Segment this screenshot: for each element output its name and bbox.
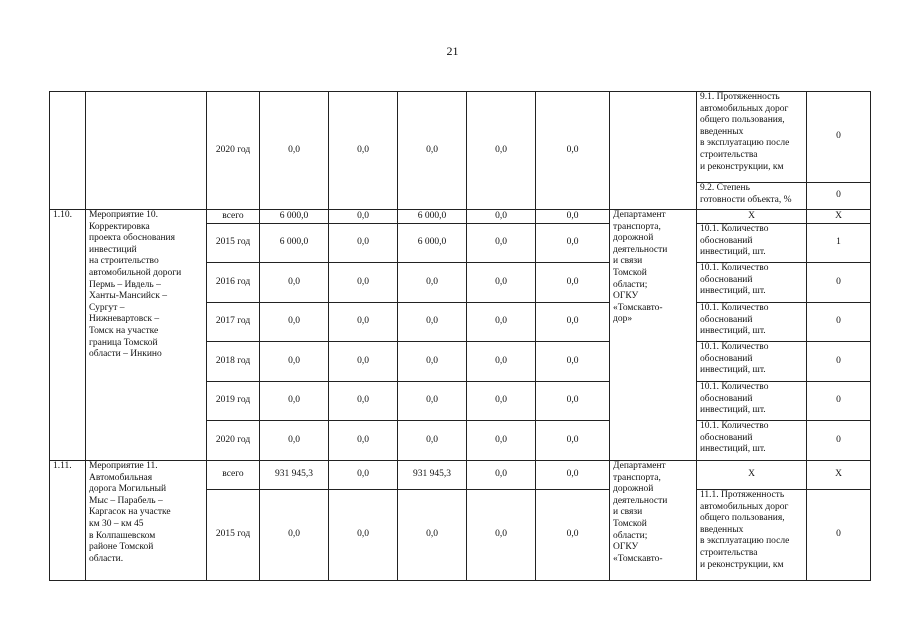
value-cell: 0,0 bbox=[260, 421, 329, 461]
value-cell: 6 000,0 bbox=[398, 224, 467, 263]
value-cell: 0,0 bbox=[260, 490, 329, 581]
page-number: 21 bbox=[446, 44, 459, 58]
year-cell: 2018 год bbox=[207, 342, 260, 382]
responsible-cell: Департамент транспорта, дорожной деятельности и связи Томской области; ОГКУ «Томскавто- дор» bbox=[610, 210, 697, 461]
value-cell: 0,0 bbox=[536, 382, 610, 421]
indicator-cell: 10.1. Количество обоснований инвестиций, шт. bbox=[697, 224, 807, 263]
value-cell: 0,0 bbox=[467, 461, 536, 490]
indicator-value-cell: X bbox=[807, 210, 871, 224]
value-cell: 0,0 bbox=[467, 210, 536, 224]
year-cell: 2019 год bbox=[207, 382, 260, 421]
value-cell: 0,0 bbox=[329, 303, 398, 342]
table-row bbox=[50, 461, 871, 490]
indicator-value-cell: 0 bbox=[807, 342, 871, 382]
value-cell: 0,0 bbox=[536, 92, 610, 210]
value-cell: 0,0 bbox=[398, 490, 467, 581]
item-name-cell bbox=[86, 92, 207, 210]
indicator-value-cell: 0 bbox=[807, 303, 871, 342]
program-table bbox=[49, 91, 871, 581]
indicator-cell: 10.1. Количество обоснований инвестиций, шт. bbox=[697, 263, 807, 303]
value-cell: 0,0 bbox=[329, 382, 398, 421]
value-cell: 0,0 bbox=[398, 303, 467, 342]
item-number-cell: 1.11. bbox=[50, 461, 86, 581]
year-cell: всего bbox=[207, 210, 260, 224]
value-cell: 0,0 bbox=[329, 490, 398, 581]
value-cell: 0,0 bbox=[536, 210, 610, 224]
value-cell: 0,0 bbox=[467, 421, 536, 461]
value-cell: 0,0 bbox=[260, 342, 329, 382]
year-cell: 2015 год bbox=[207, 490, 260, 581]
value-cell: 0,0 bbox=[260, 92, 329, 210]
value-cell: 0,0 bbox=[329, 224, 398, 263]
indicator-cell: 10.1. Количество обоснований инвестиций, шт. bbox=[697, 382, 807, 421]
item-name-cell: Мероприятие 11. Автомобильная дорога Могильный Мыс – Парабель – Каргасок на участке км 30 – км 45 в Колпашевском районе Томской области. bbox=[86, 461, 207, 581]
indicator-value-cell: 0 bbox=[807, 92, 871, 183]
year-cell: 2020 год bbox=[207, 92, 260, 210]
value-cell: 0,0 bbox=[536, 342, 610, 382]
item-number-cell: 1.10. bbox=[50, 210, 86, 461]
item-name-cell: Мероприятие 10. Корректировка проекта обоснования инвестиций на строительство автомобильной дороги Пермь – Ивдель – Ханты-Мансийск – Сургут – Нижневартовск – Томск на участке граница Томской области – Инкино bbox=[86, 210, 207, 461]
value-cell: 0,0 bbox=[329, 342, 398, 382]
value-cell: 0,0 bbox=[398, 382, 467, 421]
indicator-value-cell: 0 bbox=[807, 490, 871, 581]
item-number-cell bbox=[50, 92, 86, 210]
indicator-cell: 9.2. Степень готовности объекта, % bbox=[697, 183, 807, 210]
value-cell: 0,0 bbox=[536, 303, 610, 342]
value-cell: 0,0 bbox=[467, 303, 536, 342]
value-cell: 0,0 bbox=[329, 421, 398, 461]
value-cell: 0,0 bbox=[467, 342, 536, 382]
value-cell: 0,0 bbox=[329, 263, 398, 303]
value-cell: 0,0 bbox=[260, 382, 329, 421]
year-cell: 2017 год bbox=[207, 303, 260, 342]
year-cell: 2015 год bbox=[207, 224, 260, 263]
indicator-cell: X bbox=[697, 461, 807, 490]
indicator-value-cell: 0 bbox=[807, 382, 871, 421]
value-cell: 931 945,3 bbox=[260, 461, 329, 490]
value-cell: 0,0 bbox=[536, 421, 610, 461]
value-cell: 6 000,0 bbox=[260, 224, 329, 263]
value-cell: 0,0 bbox=[398, 92, 467, 210]
value-cell: 6 000,0 bbox=[260, 210, 329, 224]
value-cell: 0,0 bbox=[467, 92, 536, 210]
indicator-value-cell: X bbox=[807, 461, 871, 490]
value-cell: 0,0 bbox=[536, 461, 610, 490]
indicator-cell: 11.1. Протяженность автомобильных дорог общего пользования, введенных в эксплуатацию после строительства и реконструкции, км bbox=[697, 490, 807, 581]
value-cell: 0,0 bbox=[398, 421, 467, 461]
year-cell: 2016 год bbox=[207, 263, 260, 303]
value-cell: 0,0 bbox=[536, 224, 610, 263]
value-cell: 6 000,0 bbox=[398, 210, 467, 224]
value-cell: 0,0 bbox=[398, 263, 467, 303]
indicator-value-cell: 0 bbox=[807, 421, 871, 461]
value-cell: 0,0 bbox=[467, 382, 536, 421]
value-cell: 0,0 bbox=[536, 263, 610, 303]
value-cell: 0,0 bbox=[260, 263, 329, 303]
indicator-cell: 10.1. Количество обоснований инвестиций, шт. bbox=[697, 303, 807, 342]
table-row bbox=[50, 92, 871, 183]
value-cell: 0,0 bbox=[536, 490, 610, 581]
value-cell: 0,0 bbox=[260, 303, 329, 342]
responsible-cell bbox=[610, 92, 697, 210]
value-cell: 0,0 bbox=[398, 342, 467, 382]
year-cell: 2020 год bbox=[207, 421, 260, 461]
indicator-value-cell: 1 bbox=[807, 224, 871, 263]
value-cell: 931 945,3 bbox=[398, 461, 467, 490]
responsible-cell: Департамент транспорта, дорожной деятельности и связи Томской области; ОГКУ «Томскавто- bbox=[610, 461, 697, 581]
table-row bbox=[50, 210, 871, 224]
indicator-cell: 10.1. Количество обоснований инвестиций, шт. bbox=[697, 421, 807, 461]
value-cell: 0,0 bbox=[467, 490, 536, 581]
indicator-cell: 9.1. Протяженность автомобильных дорог общего пользования, введенных в эксплуатацию после строительства и реконструкции, км bbox=[697, 92, 807, 183]
indicator-cell: X bbox=[697, 210, 807, 224]
indicator-value-cell: 0 bbox=[807, 263, 871, 303]
indicator-cell: 10.1. Количество обоснований инвестиций, шт. bbox=[697, 342, 807, 382]
indicator-value-cell: 0 bbox=[807, 183, 871, 210]
value-cell: 0,0 bbox=[329, 461, 398, 490]
value-cell: 0,0 bbox=[329, 92, 398, 210]
year-cell: всего bbox=[207, 461, 260, 490]
value-cell: 0,0 bbox=[329, 210, 398, 224]
value-cell: 0,0 bbox=[467, 224, 536, 263]
value-cell: 0,0 bbox=[467, 263, 536, 303]
